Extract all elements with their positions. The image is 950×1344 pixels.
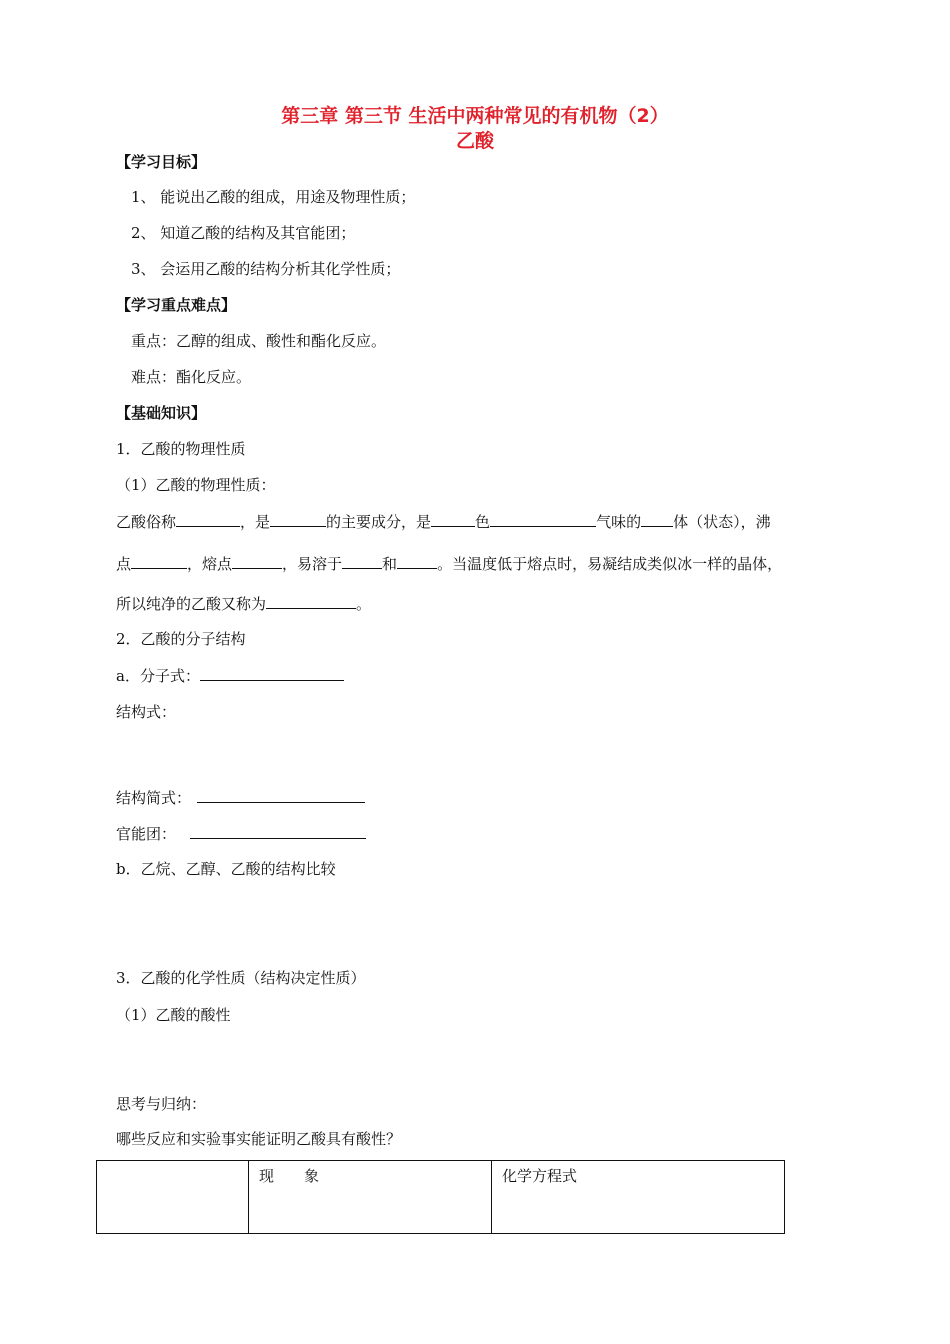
section-3-subtitle: （1）乙酸的酸性 (116, 1006, 231, 1024)
fill-text: 体（状态），沸 (673, 513, 771, 531)
fill-text: ，是 (240, 513, 271, 531)
fill-text: 点 (116, 555, 132, 573)
molecular-formula-blank[interactable] (200, 664, 344, 681)
answer-blank[interactable] (266, 592, 356, 609)
answer-blank[interactable] (490, 510, 596, 527)
fill-text: 的主要成分，是 (326, 513, 432, 531)
structure-comparison-label: b．乙烷、乙醇、乙酸的结构比较 (116, 860, 336, 878)
fill-text: 和 (382, 555, 398, 573)
table-row (97, 1161, 785, 1234)
answer-blank[interactable] (131, 552, 187, 569)
fill-text: 色 (475, 513, 491, 531)
objective-item: 2、 知道乙酸的结构及其官能团； (131, 224, 356, 242)
functional-group-blank[interactable] (190, 822, 366, 839)
fill-text: 气味的 (596, 513, 642, 531)
objective-item: 1、 能说出乙酸的组成，用途及物理性质； (131, 188, 416, 206)
simplified-structure-label: 结构简式： (116, 789, 192, 807)
objectives-header: 【学习目标】 (116, 153, 207, 171)
section-1-title: 1．乙酸的物理性质 (116, 440, 246, 458)
fill-text: ，熔点 (187, 555, 233, 573)
equation-header[interactable]: 化学方程式 (492, 1161, 785, 1234)
simplified-structure-blank[interactable] (197, 786, 365, 803)
table-cell[interactable] (97, 1161, 249, 1234)
answer-blank[interactable] (641, 510, 673, 527)
think-summary-label: 思考与归纳： (116, 1095, 207, 1113)
fill-text: ，易溶于 (282, 555, 343, 573)
page-title: 第三章 第三节 生活中两种常见的有机物（2） (281, 105, 669, 127)
basics-header: 【基础知识】 (116, 404, 207, 422)
section-1-subtitle: （1）乙酸的物理性质： (116, 476, 276, 494)
acidity-answer-table (96, 1160, 785, 1234)
answer-blank[interactable] (232, 552, 282, 569)
page-subtitle: 乙酸 (455, 130, 494, 152)
section-3-title: 3．乙酸的化学性质（结构决定性质） (116, 969, 366, 987)
answer-blank[interactable] (397, 552, 437, 569)
fill-in-line-2 (116, 552, 782, 575)
molecular-formula-label: a．分子式： (116, 667, 200, 685)
functional-group-row (116, 822, 366, 845)
answer-blank[interactable] (270, 510, 326, 527)
simplified-structure-row (116, 786, 365, 809)
molecular-formula-row (116, 664, 344, 687)
fill-text: 乙酸俗称 (116, 513, 177, 531)
fill-text: 。当温度低于熔点时，易凝结成类似冰一样的晶体， (437, 555, 783, 573)
acidity-question: 哪些反应和实验事实能证明乙酸具有酸性？ (116, 1130, 402, 1148)
difficulty-point: 难点：酯化反应。 (131, 368, 252, 386)
focus-point: 重点：乙醇的组成、酸性和酯化反应。 (131, 332, 387, 350)
functional-group-label: 官能团： (116, 825, 177, 843)
fill-text: 所以纯净的乙酸又称为 (116, 595, 267, 613)
fill-text: 。 (356, 595, 372, 613)
structural-formula-label: 结构式： (116, 703, 177, 721)
phenomenon-header[interactable]: 现 象 (249, 1161, 492, 1234)
fill-in-line-1 (116, 510, 771, 533)
answer-blank[interactable] (431, 510, 475, 527)
section-2-title: 2．乙酸的分子结构 (116, 630, 246, 648)
answer-blank[interactable] (342, 552, 382, 569)
objective-item: 3、 会运用乙酸的结构分析其化学性质； (131, 260, 401, 278)
fill-in-line-3 (116, 592, 371, 615)
answer-blank[interactable] (176, 510, 240, 527)
key-points-header: 【学习重点难点】 (116, 296, 237, 314)
